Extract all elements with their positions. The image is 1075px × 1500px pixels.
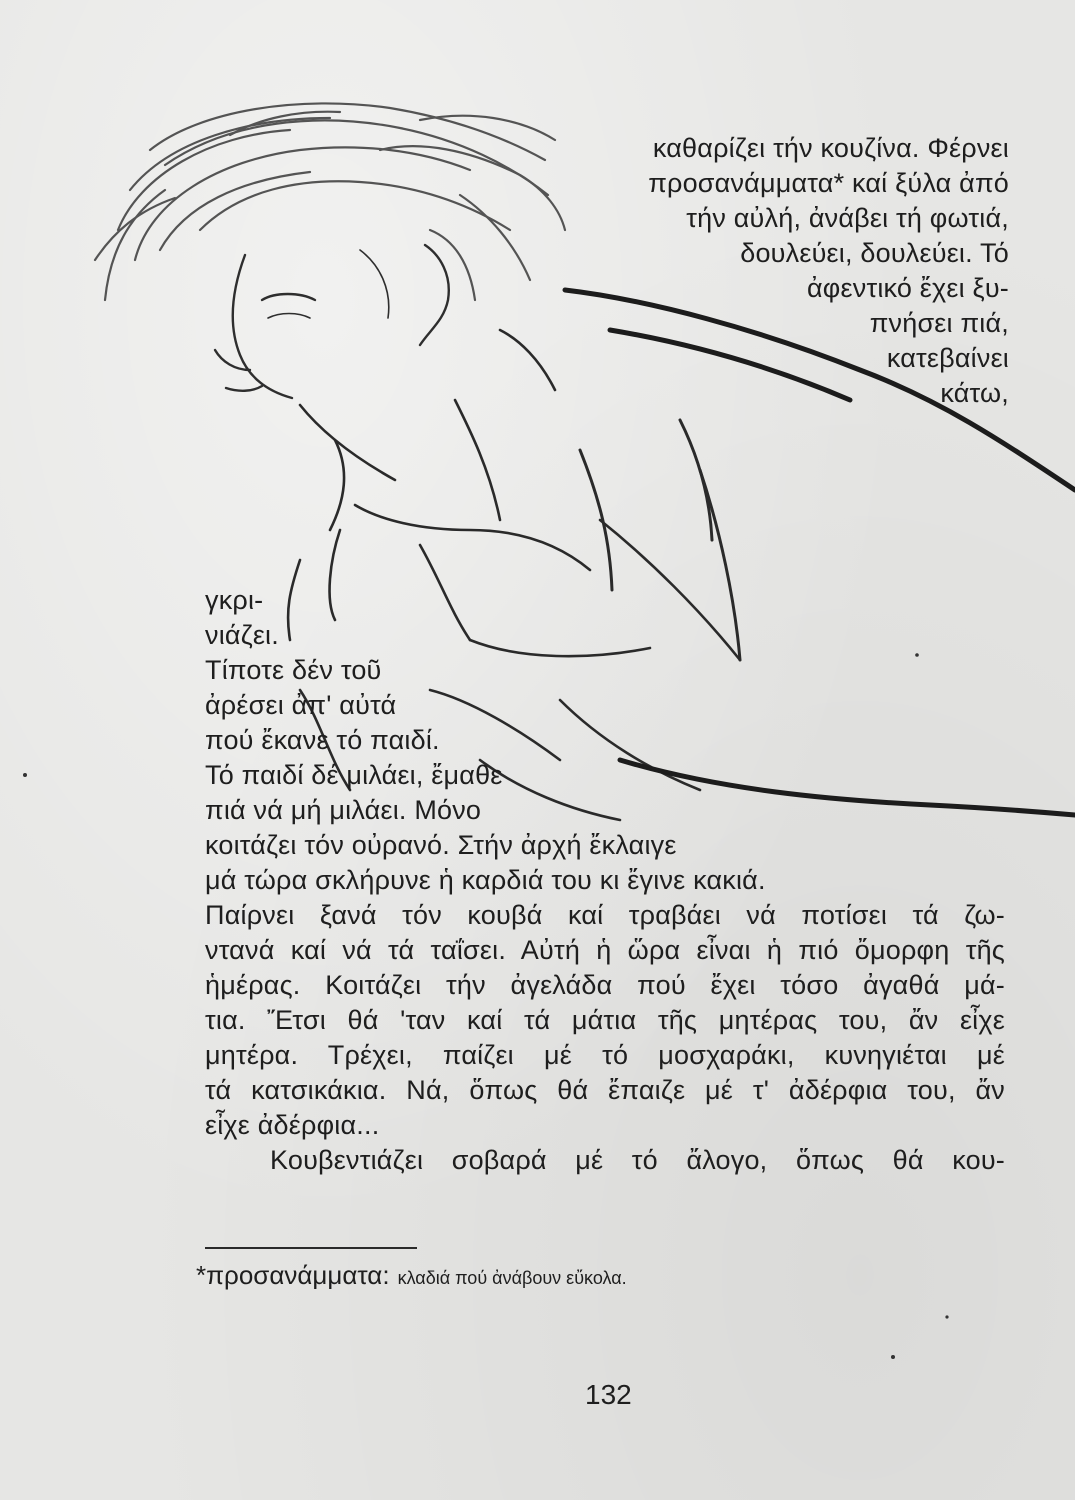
text-line-1: καθαρίζει τήν κουζίνα. Φέρνει [652,133,1009,163]
text-line-20: ἡμέρας. Κοιτάζει τήν ἀγελάδα πού ἔχει τόσο ἀγαθά μά- [205,970,1005,1000]
text-line-13: πού ἔκανε τό παιδί. [205,725,440,755]
text-line-2: προσανάμματα* καί ξύλα ἀπό [648,168,1009,198]
text-line-6: πνήσει πιά, [869,308,1009,338]
text-line-17: μά τώρα σκλήρυνε ἡ καρδιά του κι ἔγινε κακιά. [205,865,766,895]
text-line-22: μητέρα. Τρέχει, παίζει μέ τό μοσχαράκι, κυνηγιέται μέ [205,1040,1005,1070]
text-line-21: τια. Ἔτσι θά 'ταν καί τά μάτια τῆς μητέρας του, ἄν εἶχε [205,1005,1005,1035]
text-line-19: ντανά καί νά τά ταΐσει. Αὐτή ἡ ὥρα εἶναι ἡ πιό ὄμορφη τῆς [205,935,1005,965]
footnote-definition: κλαδιά πού ἀνάβουν εὔκολα. [397,1268,627,1288]
text-line-25: Κουβεντιάζει σοβαρά μέ τό ἄλογο, ὅπως θά κου- [270,1145,1005,1175]
text-line-18: Παίρνει ξανά τόν κουβά καί τραβάει νά ποτίσει τά ζω- [205,900,1005,930]
text-line-8: κάτω, [940,378,1009,408]
text-line-12: ἀρέσει ἀπ' αὐτά [205,690,397,720]
text-line-5: ἀφεντικό ἔχει ξυ- [807,273,1009,303]
footnote-rule [205,1247,417,1249]
footnote [196,1260,627,1291]
text-line-14: Τό παιδί δέ μιλάει, ἔμαθε [205,760,503,790]
text-line-23: τά κατσικάκια. Νά, ὅπως θά ἔπαιζε μέ τ' ἀδέρφια του, ἄν [205,1075,1005,1105]
text-line-11: Τίποτε δέν τοῦ [205,655,382,685]
text-line-3: τήν αὐλή, ἀνάβει τή φωτιά, [686,203,1009,233]
footnote-term: *προσανάμματα: [196,1260,390,1290]
text-line-16: κοιτάζει τόν οὐρανό. Στήν ἀρχή ἔκλαιγε [205,830,677,860]
text-line-9: γκρι- [205,585,264,615]
page-number: 132 [585,1379,632,1410]
text-line-10: νιάζει. [205,620,279,650]
text-line-15: πιά νά μή μιλάει. Μόνο [205,795,482,825]
text-line-4: δουλεύει, δουλεύει. Τό [740,238,1009,268]
text-line-7: κατεβαίνει [886,343,1009,373]
text-line-24: εἶχε ἀδέρφια... [205,1110,380,1140]
